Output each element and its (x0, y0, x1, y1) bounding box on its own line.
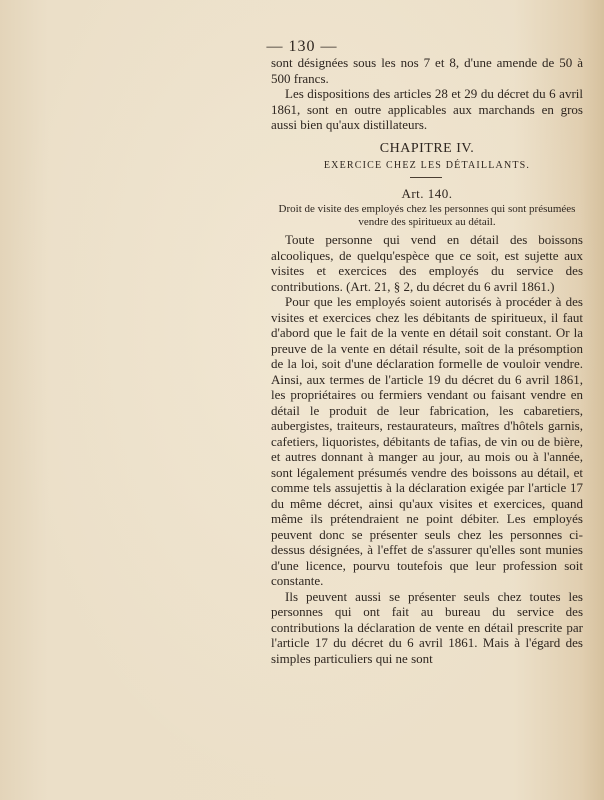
article-body (271, 232, 583, 666)
section-divider (410, 177, 442, 178)
continuation-paragraph-1: sont désignées sous les nos 7 et 8, d'une amende de 50 à 500 francs. (271, 55, 583, 86)
article-title: Art. 140. (401, 186, 453, 201)
continuation-text (271, 55, 583, 133)
article-paragraph-2: Pour que les employés soient autorisés à procéder à des visites et exercices chez les débitants de spiritueux, il faut d'abord que le fait de la vente en détail soit constant. Or la preuve de la vente en détail résulte, soit de la présomption de la loi, soit d'une déclaration formelle de vouloir vendre. Ainsi, aux termes de l'article 19 du décret du 6 avril 1861, les propriétaires ou fermiers vendant ou faisant vendre en détail le produit de leur fabrication, les cabaretiers, aubergistes, traiteurs, restaurateurs, maîtres d'hôtels garnis, cafetiers, liquoristes, débitants de tafias, de vin ou de bière, et autres donnant à manger au jour, au mois ou à l'année, sont légalement présumés vendre des boissons au détail, et comme tels assujettis à la déclaration exigée par l'article 17 du même décret, ainsi qu'aux visites et exercices, quand même ils prétendraient ne point débiter. Les employés peuvent donc se présenter seuls chez les personnes ci-dessus désignées, à l'effet de s'assurer qu'elles sont munies d'une licence, pourvu toutefois que leur profession soit constante. (271, 294, 583, 588)
continuation-paragraph-2: Les dispositions des articles 28 et 29 du décret du 6 avril 1861, sont en outre applicables aux marchands en gros aussi bien qu'aux distillateurs. (271, 86, 583, 132)
article-summary: Droit de visite des employés chez les personnes qui sont présumées vendre des spiritueux au détail. (278, 203, 576, 228)
chapter-title: CHAPITRE IV. (379, 141, 475, 156)
article-paragraph-3: Ils peuvent aussi se présenter seuls chez toutes les personnes qui ont fait au bureau du service des contributions la déclaration de vente en détail prescrite par l'article 17 du décret du 6 avril 1861. Mais à l'égard des simples particuliers qui ne sont (271, 588, 583, 666)
page-number: — 130 — (266, 38, 338, 55)
article-paragraph-1: Toute personne qui vend en détail des boissons alcooliques, de quelqu'espèce que ce soit, est sujette aux visites et exercices des employés du service des contributions. (Art. 21, § 2, du décret du 6 avril 1861.) (271, 232, 583, 294)
chapter-subtitle: EXERCICE CHEZ LES DÉTAILLANTS. (323, 160, 531, 171)
